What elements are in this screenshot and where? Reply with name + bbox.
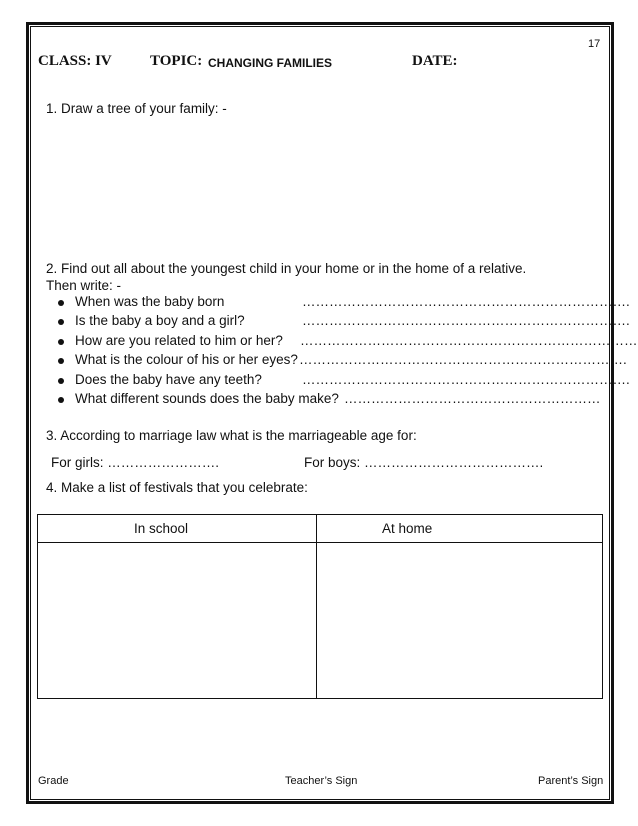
answer-line: ………………………………………………………………… (300, 332, 638, 348)
question-3-boys: For boys: …………………………………. (304, 455, 544, 470)
bullet-icon (58, 397, 64, 403)
table-header-row (38, 515, 602, 543)
question-2-then-write: Then write: - (46, 278, 122, 293)
list-item-text: Is the baby a boy and a girl? (75, 313, 245, 329)
footer-teacher-sign: Teacher’s Sign (285, 775, 358, 787)
question-3: 3. According to marriage law what is the marriageable age for: (46, 428, 417, 443)
answer-line: ………………………………………………… (344, 390, 601, 406)
list-item-text: What is the colour of his or her eyes? (75, 352, 298, 368)
answer-line: ………………………………………………………………. (299, 352, 627, 368)
bullet-icon (58, 378, 64, 384)
list-item-text: When was the baby born (75, 294, 225, 309)
column-header-at-home: At home (382, 521, 433, 536)
topic-value: CHANGING FAMILIES (208, 56, 333, 70)
answer-line: ………………………………………………………………. (302, 294, 630, 309)
question-3-girls: For girls: ……………………. (51, 455, 220, 470)
class-label: CLASS: IV (38, 53, 112, 69)
footer-grade: Grade (38, 775, 69, 787)
festivals-table (37, 514, 603, 699)
bullet-icon (58, 339, 64, 345)
list-item-text: What different sounds does the baby make? (75, 390, 339, 406)
answer-line: ………………………………………………………………. (302, 371, 630, 387)
footer-parent-sign: Parent’s Sign (538, 775, 604, 787)
topic-label: TOPIC: (150, 53, 203, 69)
question-1: 1. Draw a tree of your family: - (46, 101, 227, 116)
question-4: 4. Make a list of festivals that you celebrate: (46, 480, 308, 495)
question-2: 2. Find out all about the youngest child in your home or in the home of a relative. (46, 261, 527, 276)
list-item-text: How are you related to him or her? (75, 332, 283, 348)
date-label: DATE: (412, 53, 458, 69)
column-header-in-school: In school (134, 521, 189, 536)
table-divider (316, 515, 317, 698)
list-item-text: Does the baby have any teeth? (75, 371, 262, 387)
bullet-icon (58, 300, 64, 306)
page-number: 17 (588, 38, 601, 50)
answer-line: ………………………………………………………………. (302, 313, 630, 329)
